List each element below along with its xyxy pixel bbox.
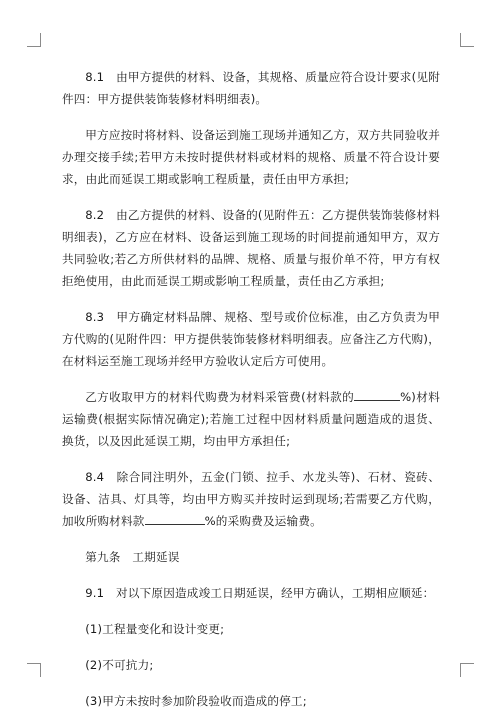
document-body bbox=[62, 66, 440, 726]
clause-8-3-fee bbox=[62, 386, 440, 452]
clause-8-4 bbox=[62, 466, 440, 532]
clause-8-1: 8.1 由甲方提供的材料、设备，其规格、质量应符合设计要求(见附件四：甲方提供装饰装修材料明细表)。 bbox=[62, 70, 440, 106]
delay-reason-3: (3)甲方未按时参加阶段验收而造成的停工; bbox=[85, 694, 307, 708]
purchase-percent-blank[interactable] bbox=[145, 513, 205, 525]
crop-mark-top-right bbox=[460, 33, 474, 47]
crop-mark-bottom-left bbox=[27, 663, 41, 677]
clause-8-1-continued: 甲方应按时将材料、设备运到施工现场并通知乙方，双方共同验收并办理交接手续;若甲方未按时提供材料或材料的规格、质量不符合设计要求，由此而延误工期或影响工程质量，责任由甲方承担; bbox=[62, 128, 440, 186]
clause-8-3: 8.3 甲方确定材料品牌、规格、型号或价位标准，由乙方负责为甲方代购的(见附件四：甲方提供装饰装修材料明细表。应备注乙方代购)，在材料运至施工现场并经甲方验收认定后方可使用。 bbox=[62, 310, 440, 368]
delay-reason-2: (2)不可抗力; bbox=[85, 658, 154, 672]
clause-9-1: 9.1 对以下原因造成竣工日期延误，经甲方确认，工期相应顺延： bbox=[85, 586, 435, 600]
clause-8-4-text-end: %的采购费及运输费。 bbox=[204, 514, 322, 528]
delay-reason-1: (1)工程量变化和设计变更; bbox=[85, 622, 225, 636]
fee-text-end: %)材料运输费(根据实际情况确定);若施工过程中因材料质量问题造成的退货、换货，以及因此延误工期，均由甲方承担任; bbox=[62, 390, 440, 448]
clause-8-2: 8.2 由乙方提供的材料、设备的(见附件五：乙方提供装饰装修材料明细表)，乙方应在材料、设备运到施工现场的时间提前通知甲方，双方共同验收;若乙方所供材料的品牌、规格、质量与报价单不符，甲方有权拒绝使用，由此而延误工期或影响工程质量，责任由乙方承担; bbox=[62, 208, 440, 288]
article-9-heading: 第九条 工期延误 bbox=[85, 550, 180, 564]
crop-mark-top-left bbox=[27, 33, 41, 47]
fee-text-start: 乙方收取甲方的材料代购费为材料采管费(材料款的 bbox=[85, 390, 355, 404]
clause-8-4-text-start: 8.4 除合同注明外，五金(门锁、拉手、水龙头等)、石材、瓷砖、设备、洁具、灯具等，均由甲方购买并按时运到现场;若需要乙方代购，加收所购材料款 bbox=[62, 470, 440, 528]
crop-mark-bottom-right bbox=[460, 663, 474, 677]
fee-percent-blank[interactable] bbox=[354, 389, 400, 401]
